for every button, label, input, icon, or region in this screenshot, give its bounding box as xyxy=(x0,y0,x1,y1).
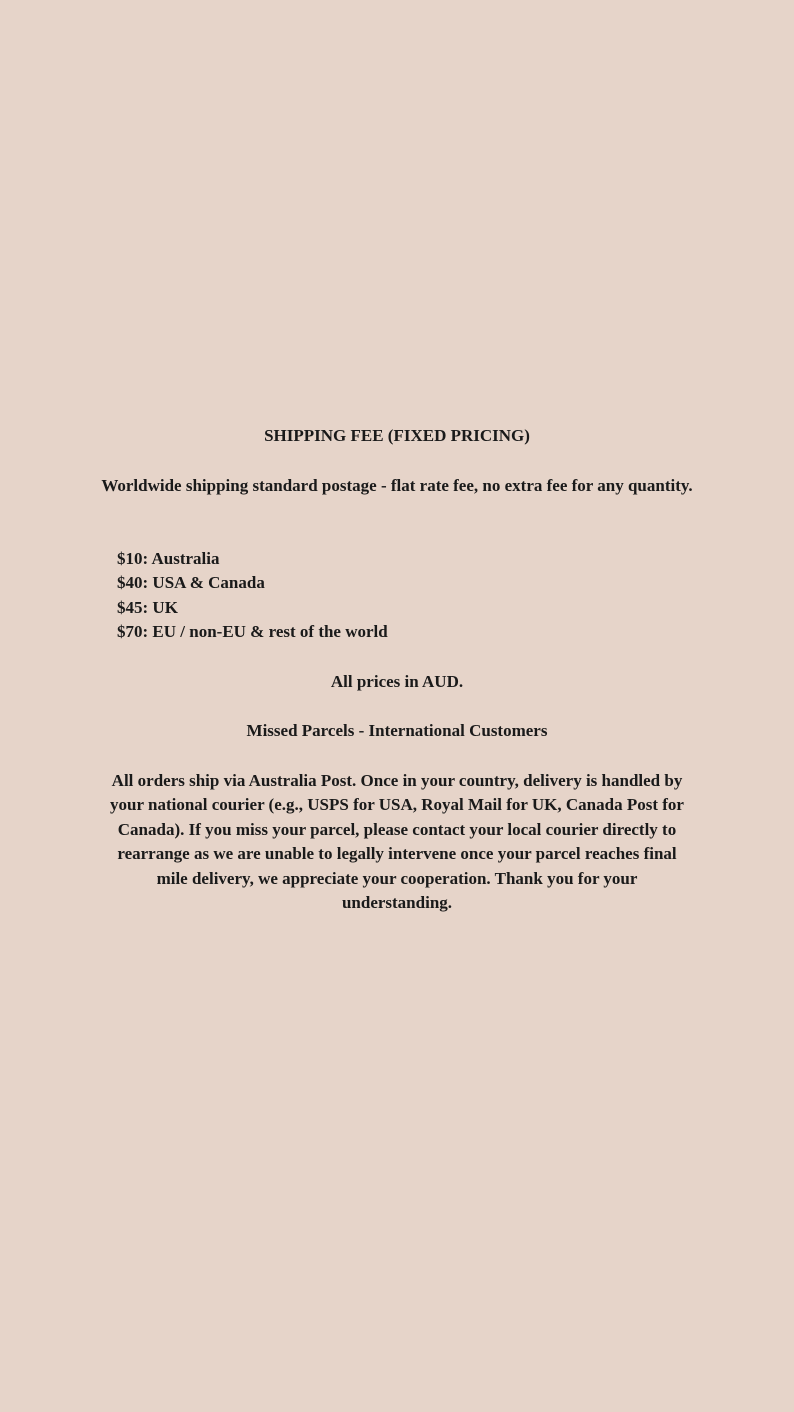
missed-parcels-body: All orders ship via Australia Post. Once in your country, delivery is handled by your national courier (e.g., USPS for USA, Royal Mail for UK, Canada Post for Canada). If you miss your parcel, please contact your local courier directly to rearrange as we are unable to legally intervene once your parcel reaches final mile delivery, we appreciate your cooperation. Thank you for your understanding. xyxy=(110,770,684,912)
rate-uk: $45: UK xyxy=(117,597,178,617)
shipping-fee-title: SHIPPING FEE (FIXED PRICING) xyxy=(264,426,530,445)
shipping-rate-list xyxy=(100,547,694,645)
rate-usa-canada: $40: USA & Canada xyxy=(117,573,265,592)
rate-australia: $10: Australia xyxy=(117,548,220,568)
shipping-info xyxy=(100,424,694,916)
rate-eu-rest-of-world: $70: EU / non-EU & rest of the world xyxy=(117,622,388,641)
missed-parcels-heading: Missed Parcels - International Customers xyxy=(246,721,548,740)
currency-note: All prices in AUD. xyxy=(330,671,464,691)
shipping-intro: Worldwide shipping standard postage - flat rate fee, no extra fee for any quantity. xyxy=(101,476,693,495)
